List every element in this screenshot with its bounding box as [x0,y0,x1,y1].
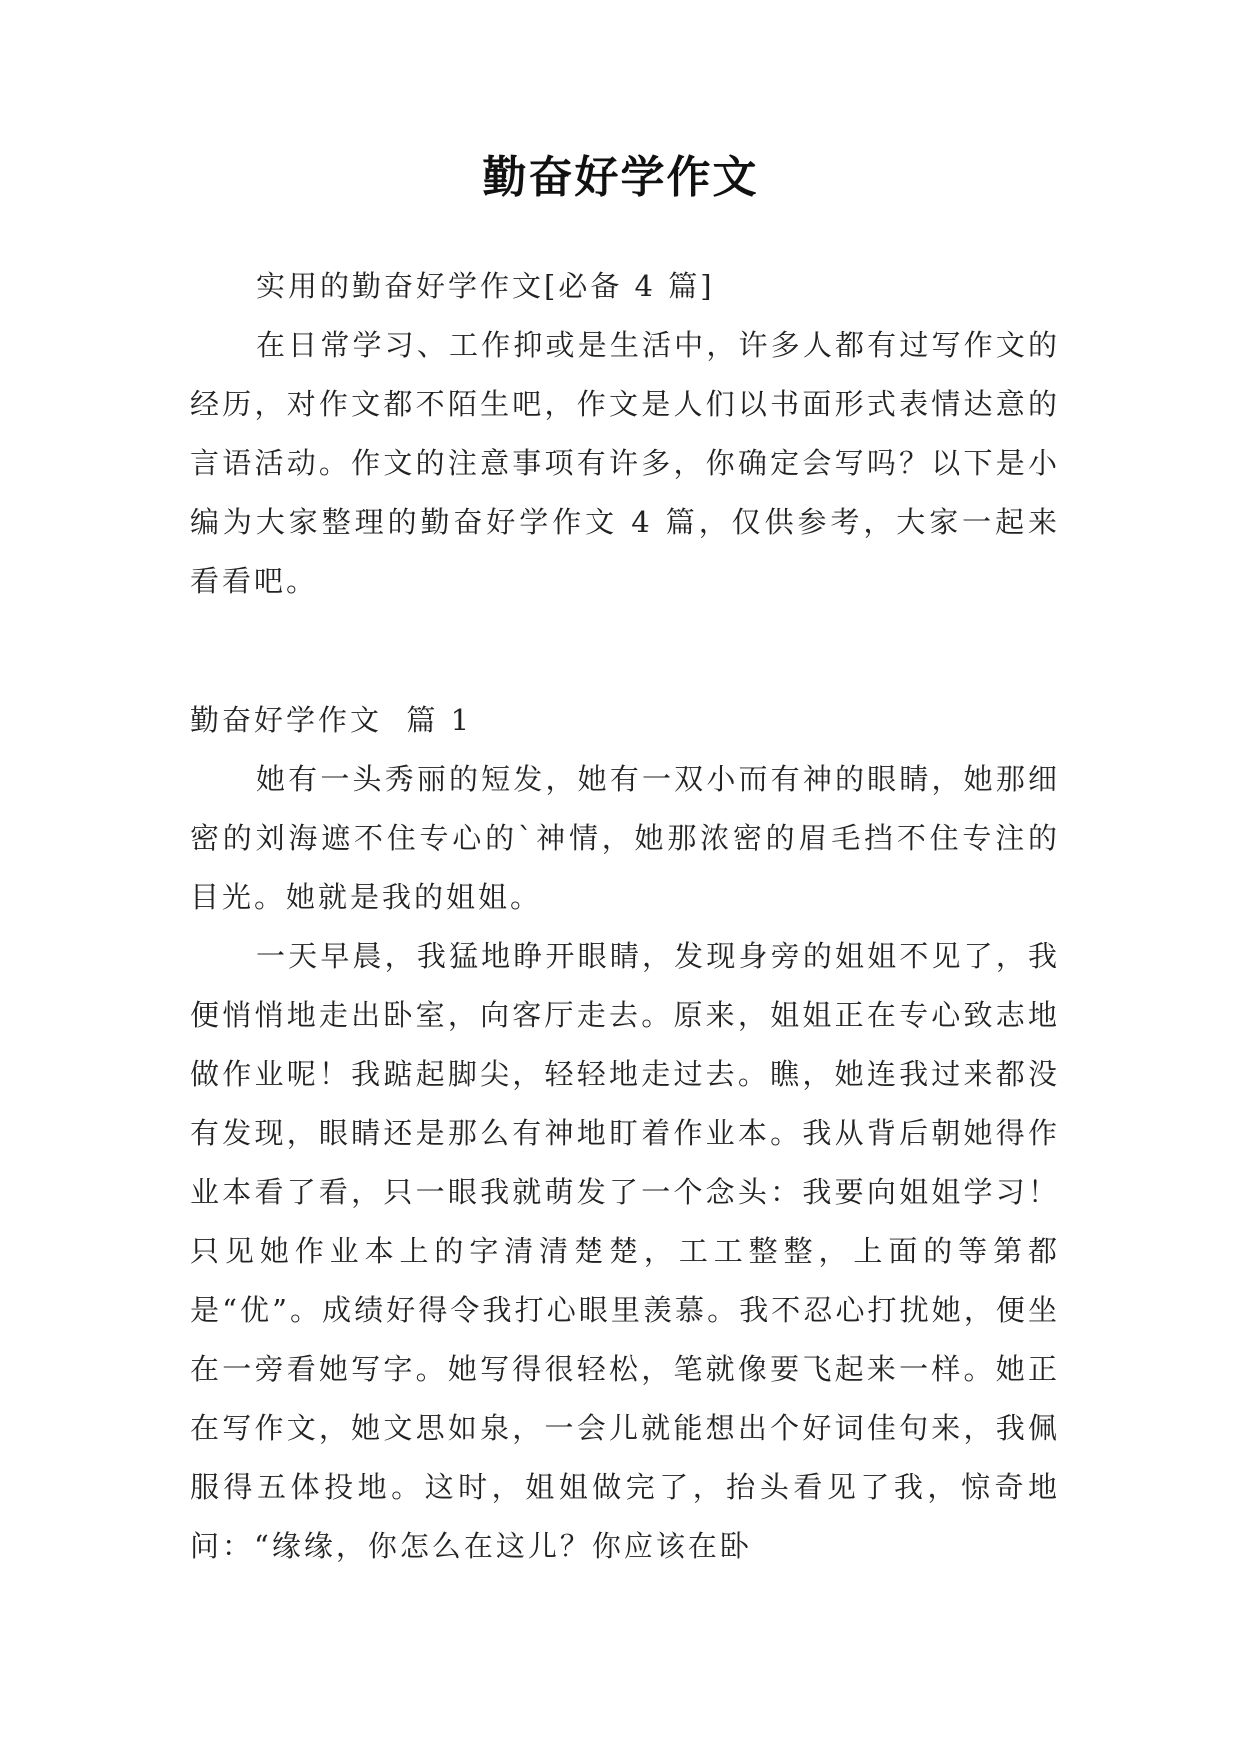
intro-paragraph: 在日常学习、工作抑或是生活中，许多人都有过写作文的经历，对作文都不陌生吧，作文是人们以书面形式表情达意的言语活动。作文的注意事项有许多，你确定会写吗？以下是小编为大家整理的勤奋好学作文 4 篇，仅供参考，大家一起来看看吧。 [190,328,1060,598]
body-paragraph: 她有一头秀丽的短发，她有一双小而有神的眼睛，她那细密的刘海遮不住专心的`神情，她那浓密的眉毛挡不住专注的目光。她就是我的姐姐。 [190,762,1060,914]
document-title: 勤奋好学作文 [482,152,759,203]
section-heading: 勤奋好学作文 篇 1 [190,703,473,737]
body-paragraph: 一天早晨，我猛地睁开眼睛，发现身旁的姐姐不见了，我便悄悄地走出卧室，向客厅走去。原来，姐姐正在专心致志地做作业呢！我踮起脚尖，轻轻地走过去。瞧，她连我过来都没有发现，眼睛还是那么有神地盯着作业本。我从背后朝她得作业本看了看，只一眼我就萌发了一个念头：我要向姐姐学习！只见她作业本上的字清清楚楚，工工整整，上面的等第都是“优”。成绩好得令我打心眼里羡慕。我不忍心打扰她，便坐在一旁看她写字。她写得很轻松，笔就像要飞起来一样。她正在写作文，她文思如泉，一会儿就能想出个好词佳句来，我佩服得五体投地。这时，姐姐做完了，抬头看见了我，惊奇地问：“缘缘，你怎么在这儿？你应该在卧 [190,939,1060,1563]
document-subtitle: 实用的勤奋好学作文[必备 4 篇] [256,269,715,303]
